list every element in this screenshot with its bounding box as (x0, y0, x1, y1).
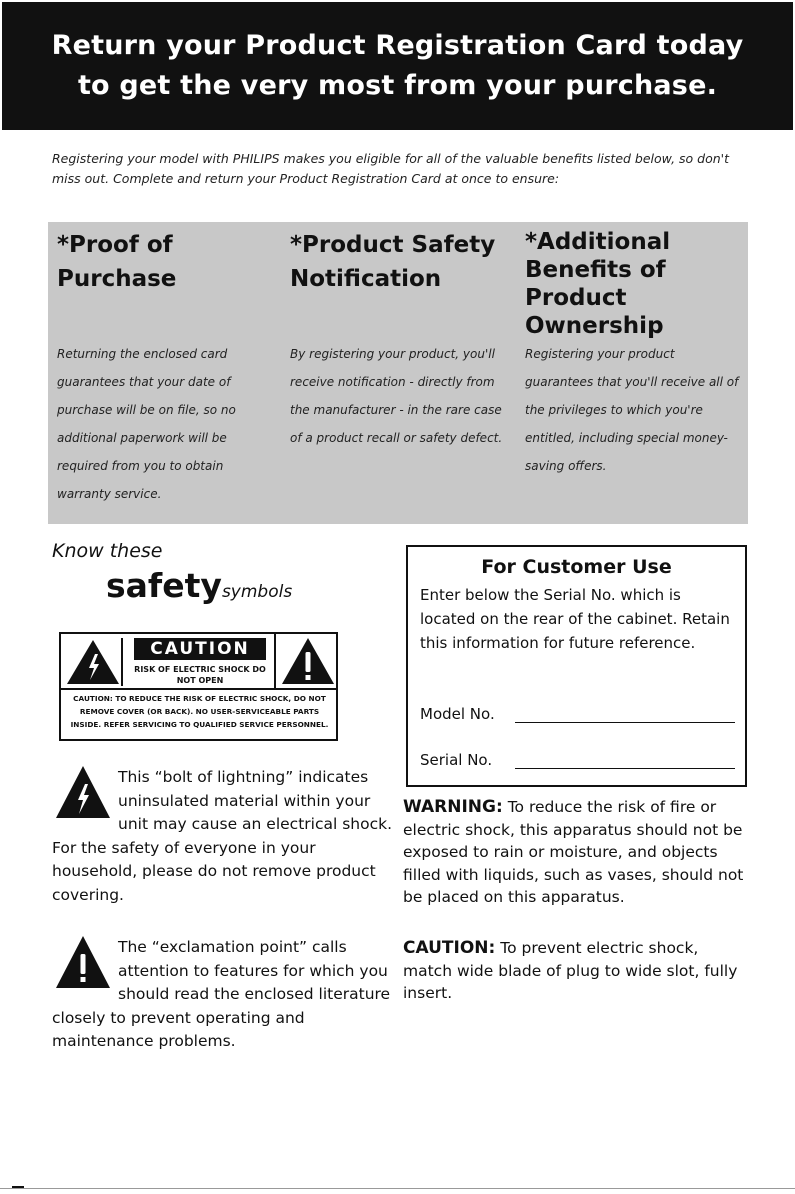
exclamation-symbol-text: The “exclamation point” calls attention to features for which you should read the enclosed literature closely to prevent operating and maintenance problems. (52, 938, 391, 1050)
model-number-field[interactable] (420, 705, 495, 723)
page-corner-mark (12, 1186, 24, 1188)
caution-label-text: CAUTION: (403, 938, 496, 958)
customer-use-box (406, 545, 747, 787)
serial-number-field[interactable] (420, 751, 492, 769)
header-line-2: to get the very most from your purchase. (77, 70, 718, 101)
symbols-word: symbols (221, 582, 293, 602)
lightning-symbol-text: This “bolt of lightning” indicates uninsulated material within your unit may cause an electrical shock. For the safety of everyone in your household, please do not remove product covering. (52, 768, 393, 904)
warning-paragraph (403, 796, 748, 909)
benefit-body: Registering your product guarantees that you'll receive all of the privileges to which you're entitled, including special money-saving offers. (525, 347, 739, 473)
benefit-additional-benefits (525, 222, 745, 473)
warning-label: WARNING: (403, 797, 503, 817)
caution-paragraph (403, 937, 748, 1005)
caution-label-top (61, 634, 336, 690)
benefit-proof-of-purchase (57, 222, 272, 501)
header-line-1: Return your Product Registration Card today (51, 30, 744, 61)
customer-use-instructions: Enter below the Serial No. which is located on the rear of the cabinet. Retain this information for future reference. (420, 586, 730, 652)
caution-text: To prevent electric shock, match wide blade of plug to wide slot, fully insert. (403, 939, 738, 1002)
benefit-title: *Product Safety Notification (290, 232, 496, 292)
warning-text: To reduce the risk of fire or electric shock, this apparatus should not be exposed to rain or moisture, and objects filled with liquids, such as vases, should not be placed on this apparatus. (403, 798, 744, 906)
benefit-safety-notification (290, 222, 515, 445)
intro-text: Registering your model with PHILIPS makes you eligible for all of the valuable benefits listed below, so don't miss out. Complete and return your Product Registration Card at once to ensure: (52, 151, 730, 186)
serial-number-line[interactable] (515, 768, 735, 769)
lightning-symbol-description (52, 766, 392, 907)
model-number-line[interactable] (515, 722, 735, 723)
registration-header (2, 2, 793, 130)
caution-label-warning: CAUTION: TO REDUCE THE RISK OF ELECTRIC SHOCK, DO NOT REMOVE COVER (OR BACK). NO USER-SERVICEABLE PARTS INSIDE. REFER SERVICING TO QUALIFIED SERVICE PERSONNEL. (70, 694, 329, 729)
safety-symbols-heading (106, 566, 292, 605)
safety-word: safety (106, 566, 222, 605)
caution-label (59, 632, 338, 741)
lightning-triangle-icon (65, 638, 123, 686)
serial-number-label: Serial No. (420, 751, 493, 769)
caution-banner: CAUTION (134, 638, 266, 660)
benefits-panel (48, 222, 748, 524)
benefit-title: *Proof of Purchase (57, 232, 177, 292)
benefit-body: By registering your product, you'll receive notification - directly from the manufacturer - in the rare case of a product recall or safety defect. (290, 347, 503, 445)
exclamation-symbol-description (52, 936, 392, 1054)
model-number-label: Model No. (420, 705, 495, 723)
know-these-heading: Know these (52, 540, 163, 562)
exclamation-triangle-icon (274, 634, 336, 688)
customer-use-title: For Customer Use (481, 556, 672, 578)
page-bottom-rule (0, 1188, 795, 1189)
benefit-body: Returning the enclosed card guarantees that your date of purchase will be on file, so no additional paperwork will be required from you to obtain warranty service. (57, 347, 236, 501)
risk-of-shock-text: RISK OF ELECTRIC SHOCK DO NOT OPEN (134, 665, 266, 685)
benefit-title: *Additional Benefits of Product Ownership (525, 229, 671, 339)
